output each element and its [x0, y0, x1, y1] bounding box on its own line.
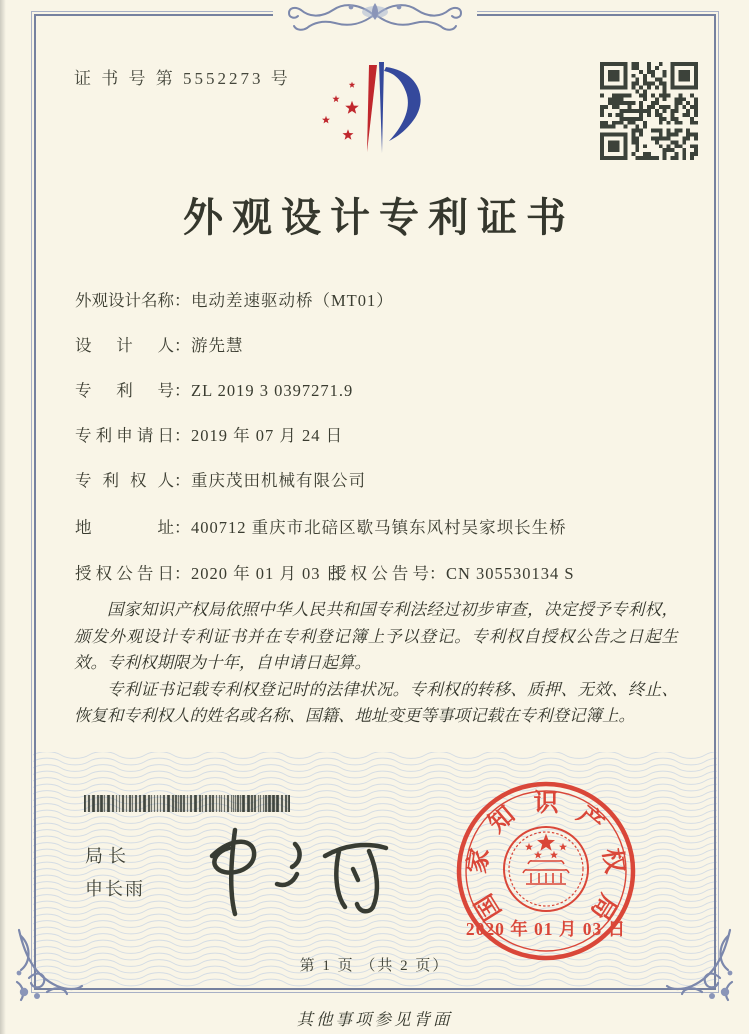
field-label: 专利权人: [75, 471, 174, 490]
field-value: 400712 重庆市北碚区歇马镇东风村吴家坝长生桥: [191, 518, 567, 537]
field-colon: ：: [429, 564, 446, 583]
svg-text:产: 产: [571, 801, 609, 839]
field-colon: ：: [174, 564, 191, 583]
field-value: 游先慧: [191, 336, 244, 355]
field-row-design-name: [75, 287, 394, 311]
svg-text:局: 局: [585, 889, 622, 925]
qr-code: [600, 62, 698, 160]
seal-gate: [523, 861, 569, 884]
field-value: ZL 2019 3 0397271.9: [191, 381, 354, 400]
official-seal-icon: [452, 777, 640, 965]
field-colon: ：: [174, 336, 191, 355]
field-row-patentee: [75, 467, 366, 491]
seal-date: 2020 年 01 月 03 日: [465, 919, 627, 939]
svg-text:家: 家: [464, 846, 495, 876]
back-note: 其他事项参见背面: [296, 1010, 453, 1029]
svg-text:权: 权: [597, 846, 628, 876]
svg-text:知: 知: [483, 801, 521, 839]
scan-edge-shadow: [0, 0, 6, 1034]
field-colon: ：: [174, 381, 191, 400]
field-row-filing-date: [75, 422, 343, 446]
paragraph-1: 国家知识产权局依照中华人民共和国专利法经过初步审查，决定授予专利权，颁发外观设计专利证书并在专利登记簿上予以登记。专利权自授权公告之日起生效。专利权期限为十年，自申请日起算。: [74, 600, 678, 672]
field-colon: ：: [174, 291, 191, 310]
certificate-number: 证 书 号 第 5552273 号: [74, 69, 291, 88]
field-row-grant-date: [75, 560, 343, 584]
field-row-address: [75, 514, 567, 538]
field-row-designer: [75, 332, 244, 356]
page-footer: 第 1 页 （共 2 页）: [299, 958, 450, 974]
field-row-grant-number: [330, 560, 575, 584]
field-value: 重庆茂田机械有限公司: [191, 471, 366, 490]
paragraph-2: 专利证书记载专利权登记时的法律状况。专利权的转移、质押、无效、终止、恢复和专利权人的姓名或名称、国籍、地址变更等事项记载在专利登记簿上。: [74, 679, 678, 725]
field-label: 专利号: [75, 381, 174, 400]
legal-paragraphs: [74, 597, 678, 730]
logo-stars: [322, 82, 359, 140]
field-value: 2020 年 01 月 03 日: [191, 564, 344, 583]
qr-code-canvas: [600, 62, 698, 160]
field-colon: ：: [174, 471, 191, 490]
field-label: 授权公告日: [75, 564, 174, 583]
field-label: 专利申请日: [75, 426, 174, 445]
seal-stars: [525, 834, 567, 859]
seal-ring-text: [463, 789, 629, 925]
field-label: 地址: [75, 518, 174, 537]
field-colon: ：: [174, 426, 191, 445]
svg-text:国: 国: [470, 889, 507, 925]
field-label: 授权公告号: [330, 564, 429, 583]
handwritten-signature-icon: [198, 820, 403, 922]
cnipa-logo-icon: [318, 56, 433, 162]
field-value: 2019 年 07 月 24 日: [191, 426, 344, 445]
field-label: 设计人: [75, 336, 174, 355]
svg-text:识: 识: [533, 790, 559, 817]
certificate-title: 外观设计专利证书: [183, 195, 575, 240]
signer-title: 局长: [85, 846, 131, 866]
field-colon: ：: [174, 518, 191, 537]
field-row-patent-number: [75, 377, 353, 401]
seal-emblem: [504, 827, 588, 911]
field-value: CN 305530134 S: [446, 564, 575, 583]
signer-name: 申长雨: [85, 879, 145, 899]
field-label: 外观设计名称: [75, 291, 174, 310]
barcode: [84, 795, 290, 812]
logo-p-mark: [367, 62, 421, 153]
field-value: 电动差速驱动桥（MT01）: [191, 291, 394, 310]
